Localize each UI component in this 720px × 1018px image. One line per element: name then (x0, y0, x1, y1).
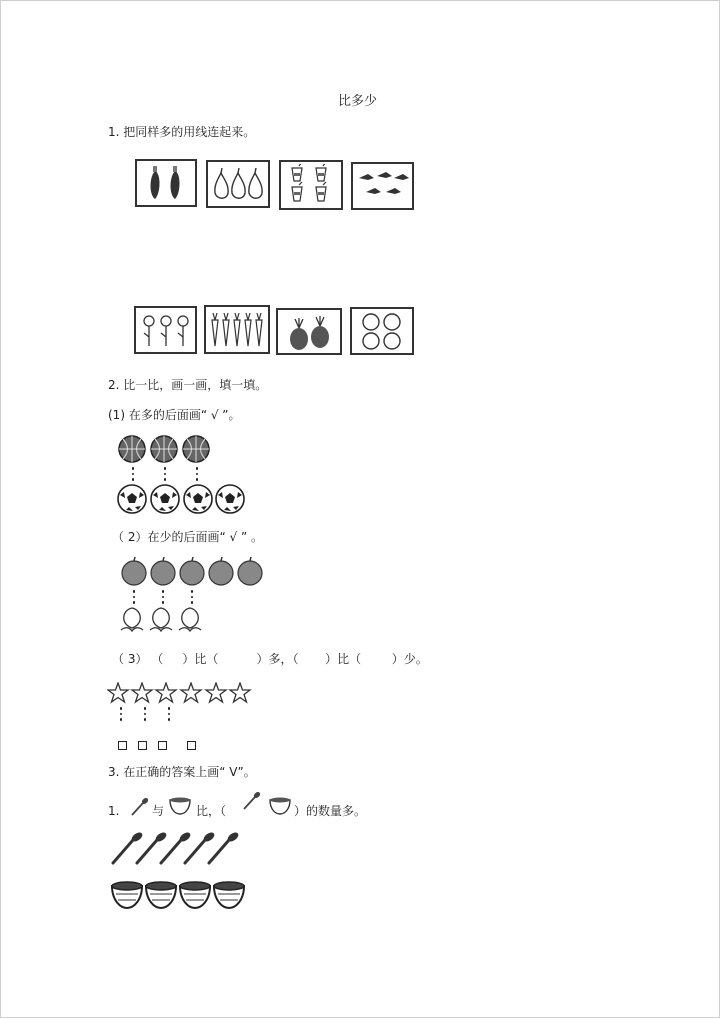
pear-box[interactable] (206, 160, 270, 208)
dot-connector (143, 707, 147, 721)
q2-heading: 2. 比一比，画一画，填一填。 (108, 378, 268, 392)
spoon-choice-icon[interactable] (240, 790, 262, 812)
dot-connector (161, 590, 165, 604)
apple-row (120, 557, 266, 587)
answer-square[interactable] (118, 741, 127, 750)
q3-text-with: 与 (152, 804, 165, 818)
carrot-icon (208, 310, 266, 350)
flower-box[interactable] (134, 306, 197, 354)
q3-item-number: 1. (108, 804, 120, 818)
dot-connector (119, 707, 123, 721)
q3-text-compare: 比，（ (196, 804, 227, 818)
q2-part2-label: （ 2）在少的后面画“ √ ” 。 (112, 530, 263, 544)
page-title: 比多少 (338, 94, 378, 109)
peach-row (118, 604, 210, 634)
star-icon (108, 683, 128, 702)
bowl-icon (168, 794, 192, 816)
bowl-choice-icon[interactable] (268, 794, 292, 816)
soccer-ball-icon (118, 485, 146, 513)
answer-square[interactable] (187, 741, 196, 750)
dot-connector (167, 707, 171, 721)
dot-connector (195, 467, 199, 481)
basketball-row (117, 434, 215, 464)
bird-icon (356, 168, 410, 204)
drink-box[interactable] (279, 160, 343, 210)
eggplant-icon (141, 163, 191, 203)
orange-box[interactable] (350, 307, 414, 355)
spoon-row (110, 830, 246, 868)
apple-icon (122, 557, 146, 585)
dot-connector (131, 467, 135, 481)
answer-square[interactable] (138, 741, 147, 750)
flower-icon (140, 311, 192, 349)
drink-cup-icon (284, 164, 338, 206)
dot-connector (132, 590, 136, 604)
pineapple-icon (282, 313, 336, 351)
q2-part3-label: （ 3） （ ）比（ ）多，（ ）比（ ）少。 (112, 652, 428, 666)
basketball-icon (119, 436, 145, 462)
answer-square[interactable] (158, 741, 167, 750)
orange-icon (358, 311, 406, 351)
q3-text-more: ）的数量多。 (294, 804, 367, 818)
dot-connector (190, 590, 194, 604)
pineapple-box[interactable] (276, 308, 342, 355)
soccer-ball-row (116, 483, 246, 515)
bird-box[interactable] (351, 162, 414, 210)
bowl-icon (112, 882, 142, 908)
peach-icon (121, 608, 143, 631)
pear-icon (211, 165, 265, 203)
spoon-icon (128, 796, 150, 818)
q3-heading: 3. 在正确的答案上画“ V”。 (108, 765, 256, 779)
carrot-box[interactable] (204, 305, 270, 354)
dot-connector (163, 467, 167, 481)
q1-heading: 1. 把同样多的用线连起来。 (108, 125, 256, 139)
eggplant-box[interactable] (135, 159, 197, 207)
bowl-row (110, 878, 250, 912)
q2-part1-label: (1) 在多的后面画“ √ ”。 (108, 408, 241, 422)
star-row (107, 682, 279, 706)
